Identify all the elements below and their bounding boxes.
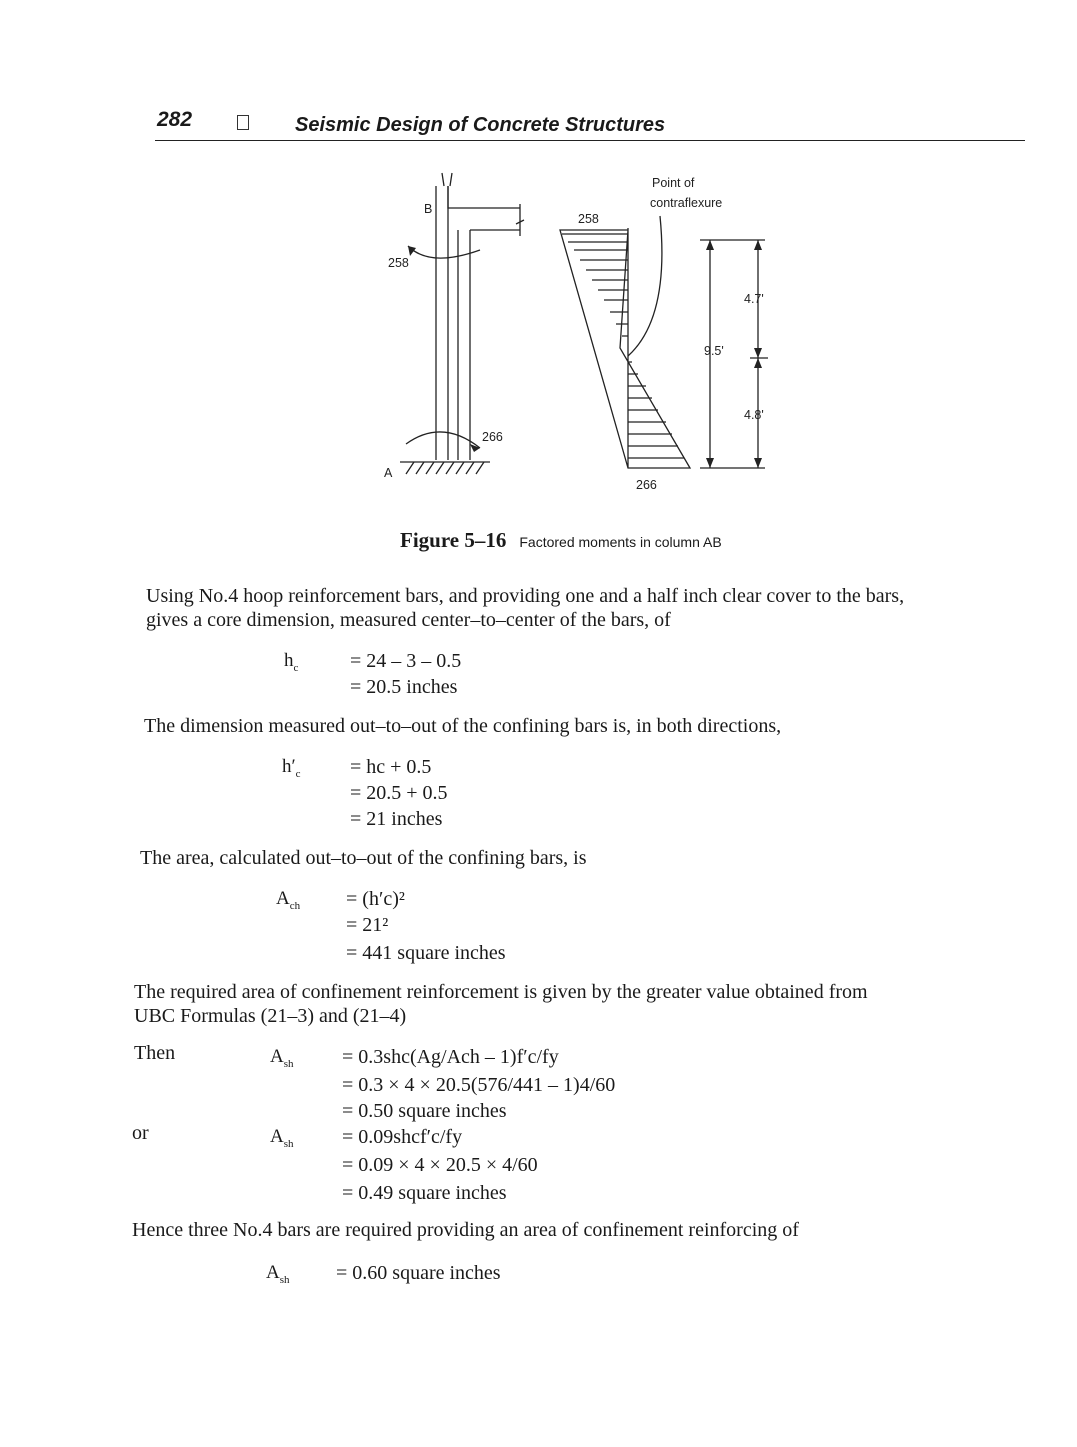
ash-formula-1-line-2: = 0.3 × 4 × 20.5(576/441 – 1)4/60 — [342, 1074, 616, 1096]
ach-symbol: $A_{ch}$ — [276, 888, 301, 912]
diagram-bottom-label: 266 — [636, 478, 657, 492]
ach-equation-3: = 441 square inches — [346, 942, 506, 964]
paragraph-4-line-2: UBC Formulas (21–3) and (21–4) — [134, 1005, 407, 1027]
bottom-moment-arc — [406, 432, 480, 448]
square-icon — [237, 115, 249, 130]
contraflexure-label-1: Point of — [652, 176, 695, 190]
hc-equation-2: = 20.5 inches — [350, 676, 458, 698]
ach-equation-1: = (h′c)² — [346, 888, 405, 910]
paragraph-3: The area, calculated out–to–out of the confining bars, is — [140, 847, 587, 869]
hc-symbol: $h_c$ — [284, 650, 299, 674]
hc-prime-equation-1: = hc + 0.5 — [350, 756, 432, 778]
figure-caption — [400, 528, 722, 553]
dim-upper-label: 4.7' — [744, 292, 764, 306]
ash-formula-2-line-3: = 0.49 square inches — [342, 1182, 507, 1204]
paragraph-5: Hence three No.4 bars are required providing an area of confinement reinforcing of — [132, 1219, 799, 1241]
ach-equation-2: = 21² — [346, 914, 389, 936]
hc-prime-symbol: $h'_c$ — [282, 756, 301, 780]
column-top-break — [442, 173, 452, 186]
or-label: or — [132, 1122, 149, 1144]
ash-formula-1-line-3: = 0.50 square inches — [342, 1100, 507, 1122]
beam-stub — [448, 186, 520, 230]
column-right-edges — [458, 230, 470, 460]
dim-lower-label: 4.8' — [744, 408, 764, 422]
contraflexure-leader — [628, 216, 662, 356]
ash-symbol-3: $A_{sh}$ — [266, 1262, 290, 1286]
paragraph-2: The dimension measured out–to–out of the confining bars is, in both directions, — [144, 715, 782, 737]
paragraph-1-line-1: Using No.4 hoop reinforcement bars, and providing one and a half inch clear cover to the bars, — [146, 585, 905, 607]
ash-symbol-1: $A_{sh}$ — [270, 1046, 294, 1070]
hc-equation-1: = 24 – 3 – 0.5 — [350, 650, 462, 672]
dim-total-label: 9.5' — [704, 344, 724, 358]
upper-hatch — [562, 234, 628, 336]
column-left-edges — [436, 186, 448, 460]
paragraph-4-line-1: The required area of confinement reinforcement is given by the greater value obtained from — [134, 981, 868, 1003]
moment-bottom-label: 266 — [482, 430, 503, 444]
diagram-top-label: 258 — [578, 212, 599, 226]
running-title: Seismic Design of Concrete Structures — [295, 114, 666, 136]
ash-formula-2-line-2: = 0.09 × 4 × 20.5 × 4/60 — [342, 1154, 538, 1176]
hc-prime-equation-3: = 21 inches — [350, 808, 443, 830]
joint-a-label: A — [384, 466, 393, 480]
moment-diagram-outline — [560, 228, 690, 468]
ash-formula-1-line-1: = 0.3shc(Ag/Ach – 1)f′c/fy — [342, 1046, 559, 1068]
caption-number: Figure 5–16 — [400, 528, 507, 552]
moment-top-label: 258 — [388, 256, 409, 270]
page-number: 282 — [157, 108, 193, 131]
then-label: Then — [134, 1042, 176, 1064]
contraflexure-label-2: contraflexure — [650, 196, 723, 210]
caption-text: Factored moments in column AB — [519, 534, 722, 550]
base-hatch — [406, 462, 484, 474]
page-header — [155, 104, 1025, 144]
beam-break — [516, 204, 524, 236]
hc-prime-equation-2: = 20.5 + 0.5 — [350, 782, 448, 804]
top-moment-arc — [408, 246, 480, 258]
figure-5-16 — [370, 168, 790, 508]
paragraph-1-line-2: gives a core dimension, measured center–to–center of the bars, of — [146, 609, 671, 631]
ash-symbol-2: $A_{sh}$ — [270, 1126, 294, 1150]
ash-result: = 0.60 square inches — [336, 1262, 501, 1284]
ash-formula-2-line-1: = 0.09shcf′c/fy — [342, 1126, 463, 1148]
header-rule — [155, 140, 1025, 141]
joint-b-label: B — [424, 202, 433, 216]
